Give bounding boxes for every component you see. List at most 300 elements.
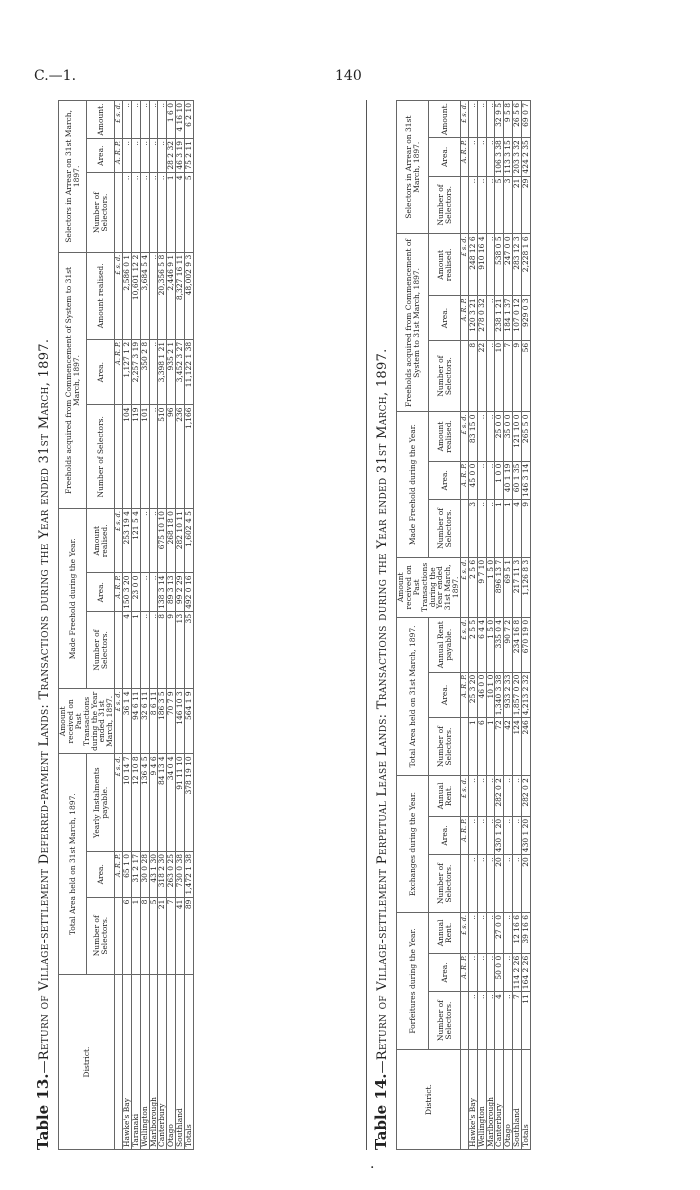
value-cell: 378 19 10 [185, 754, 194, 852]
value-cell: 9 5 8 [504, 101, 513, 138]
value-cell: .. [122, 139, 131, 173]
value-cell: 120 3 21 [468, 296, 477, 341]
value-cell: 12 10 8 [131, 754, 140, 852]
value-cell: 248 12 6 [468, 234, 477, 296]
value-cell: .. [131, 101, 140, 139]
value-cell: 1 [131, 611, 140, 688]
value-cell: 43 1 30 [149, 851, 158, 897]
page-number: 140 [335, 68, 362, 84]
value-cell: .. [140, 509, 149, 573]
value-cell: 4 [495, 992, 504, 1050]
value-cell: .. [486, 500, 495, 558]
table-13 [58, 100, 194, 1150]
value-cell [461, 855, 469, 913]
value-cell: £ s. d. [461, 101, 469, 138]
value-cell: .. [131, 139, 140, 173]
value-cell: 929 0 3 [522, 296, 531, 341]
value-cell: .. [149, 101, 158, 139]
district-cell: Hawke's Bay [468, 1050, 477, 1150]
value-cell: A. R. P. [115, 339, 123, 405]
value-cell: 1 [504, 500, 513, 558]
value-cell: 1 [167, 173, 176, 252]
value-cell: 282 10 11 [176, 509, 185, 573]
value-cell: A. R. P. [461, 672, 469, 718]
value-cell: 150 3 20 [122, 573, 131, 611]
value-cell: 124 [513, 718, 522, 776]
value-cell: £ s. d. [461, 776, 469, 817]
table-13-block [34, 100, 359, 1150]
value-cell: .. [140, 573, 149, 611]
col-made-freehold: Made Freehold during the Year. [397, 412, 429, 557]
value-cell: .. [122, 173, 131, 252]
value-cell: 114 2 26 [513, 953, 522, 991]
value-cell: .. [468, 101, 477, 138]
value-cell: .. [122, 101, 131, 139]
value-cell: 8 [158, 611, 167, 688]
value-cell: 25 0 0 [495, 412, 504, 461]
column-divider [366, 100, 367, 1150]
subcol-area: Area. [87, 573, 115, 611]
value-cell: 35 [185, 611, 194, 688]
value-cell: .. [158, 139, 167, 173]
district-cell: Otago [167, 975, 176, 1150]
subcol-yearly-instalments: Yearly Instalments payable. [87, 754, 115, 852]
subcol-area: Area. [429, 461, 461, 499]
value-cell: 7 [504, 340, 513, 412]
subcol-annual-rent: Annual Rent. [429, 913, 461, 954]
col-freeholds-acquired: Freeholds acquired from Commencement of System to 31st March, 1897. [397, 234, 429, 412]
value-cell: 5 [495, 176, 504, 234]
value-cell: 72 [495, 718, 504, 776]
value-cell [461, 500, 469, 558]
subcol-area: Area. [429, 816, 461, 854]
value-cell: A. R. P. [115, 573, 123, 611]
value-cell: 29 [522, 176, 531, 234]
value-cell: .. [477, 855, 486, 913]
value-cell: 12 16 6 [513, 913, 522, 954]
value-cell: £ s. d. [461, 617, 469, 672]
value-cell: 10 [495, 340, 504, 412]
value-cell: 510 [158, 405, 167, 509]
value-cell: 50 0 0 [495, 953, 504, 991]
value-cell: 4 [122, 611, 131, 688]
value-cell: .. [504, 776, 513, 817]
value-cell: 263 0 25 [167, 851, 176, 897]
value-cell: 6 [122, 897, 131, 974]
value-cell: 136 4 5 [140, 754, 149, 852]
value-cell: 46 3 19 [176, 139, 185, 173]
value-cell: £ s. d. [461, 234, 469, 296]
value-cell: £ s. d. [115, 252, 123, 339]
value-cell: 8 [140, 897, 149, 974]
value-cell: 424 2 35 [522, 138, 531, 176]
value-cell: 335 0 4 [495, 617, 504, 672]
value-cell [115, 611, 123, 688]
value-cell: 8,327 16 11 [176, 252, 185, 339]
value-cell: .. [486, 913, 495, 954]
value-cell: .. [149, 611, 158, 688]
value-cell: 5 [149, 897, 158, 974]
subcol-number: Number of Selectors. [87, 897, 115, 974]
value-cell: A. R. P. [461, 953, 469, 991]
value-cell: 138 3 14 [158, 573, 167, 611]
value-cell: .. [158, 101, 167, 139]
table-row [477, 101, 486, 1150]
value-cell: £ s. d. [115, 689, 123, 754]
table-14-block [372, 100, 697, 1150]
value-cell: 1 0 0 [495, 461, 504, 499]
value-cell: .. [149, 339, 158, 405]
value-cell: 96 [167, 405, 176, 509]
col-amount-received: Amount received on Past Transactions during the Year ended 31st March, 1897. [397, 557, 461, 617]
value-cell: 910 16 4 [477, 234, 486, 296]
value-cell: 113 3 15 [504, 138, 513, 176]
value-cell: 2,257 3 19 [131, 339, 140, 405]
value-cell [461, 718, 469, 776]
subcol-area: Area. [87, 139, 115, 173]
value-cell: 1,857 0 20 [513, 672, 522, 718]
value-cell: 89 [185, 897, 194, 974]
value-cell: 217 11 3 [513, 557, 522, 617]
value-cell: 26 5 6 [513, 101, 522, 138]
district-cell: Marlborough [486, 1050, 495, 1150]
value-cell: 45 0 0 [468, 461, 477, 499]
col-exchanges: Exchanges during the Year. [397, 776, 429, 913]
col-forfeitures: Forfeitures during the Year. [397, 913, 429, 1050]
value-cell [461, 340, 469, 412]
value-cell: 20 [495, 855, 504, 913]
value-cell: 39 16 6 [522, 913, 531, 954]
value-cell: 10 1 0 [486, 672, 495, 718]
value-cell: 2 5 5 [468, 617, 477, 672]
value-cell: 34 0 4 [167, 754, 176, 852]
value-cell: 21 [513, 176, 522, 234]
value-cell: 203 3 32 [513, 138, 522, 176]
value-cell: £ s. d. [461, 557, 469, 617]
col-district: District. [59, 975, 115, 1150]
value-cell: 1,126 8 3 [522, 557, 531, 617]
value-cell: 283 12 3 [513, 234, 522, 296]
value-cell: 106 3 38 [495, 138, 504, 176]
value-cell: 8 6 11 [149, 689, 158, 754]
value-cell [461, 176, 469, 234]
value-cell: 3 [504, 176, 513, 234]
value-cell: .. [513, 855, 522, 913]
value-cell [115, 897, 123, 974]
value-cell: 350 2 8 [140, 339, 149, 405]
district-cell: Canterbury [495, 1050, 504, 1150]
value-cell: .. [504, 816, 513, 854]
value-cell: 234 16 8 [513, 617, 522, 672]
value-cell: .. [149, 139, 158, 173]
subcol-number: Number of Selectors. [429, 855, 461, 913]
value-cell: 430 1 20 [495, 816, 504, 854]
subcol-amount: Amount. [429, 101, 461, 138]
value-cell: .. [468, 176, 477, 234]
col-amount-received: Amount received on Past Transactions during the Year ended 31st March, 1897. [59, 689, 115, 754]
value-cell: 48,002 9 3 [185, 252, 194, 339]
value-cell: 282 0 2 [495, 776, 504, 817]
value-cell: 3 [468, 500, 477, 558]
subcol-number: Number of Selectors. [429, 992, 461, 1050]
value-cell: 1 [131, 897, 140, 974]
value-cell: 83 15 0 [468, 412, 477, 461]
subcol-number: Number of Selectors. [429, 718, 461, 776]
subcol-number: Number of Selectors. [87, 611, 115, 688]
value-cell: A. R. P. [461, 816, 469, 854]
col-total-area: Total Area held on 31st March, 1897. [397, 617, 429, 775]
col-arrear: Selectors in Arrear on 31st March, 1897. [397, 101, 429, 234]
value-cell: 1 [486, 718, 495, 776]
value-cell: 146 10 3 [176, 689, 185, 754]
value-cell: 36 1 4 [122, 689, 131, 754]
value-cell: £ s. d. [115, 754, 123, 852]
value-cell: .. [504, 855, 513, 913]
col-arrear: Selectors in Arrear on 31st March, 1897. [59, 101, 87, 253]
value-cell: 30 0 28 [140, 851, 149, 897]
value-cell: 8 [468, 340, 477, 412]
value-cell: 184 1 37 [504, 296, 513, 341]
value-cell: 104 [122, 405, 131, 509]
value-cell: 2 5 6 [468, 557, 477, 617]
value-cell: .. [468, 855, 477, 913]
value-cell: 90 7 2 [504, 617, 513, 672]
table-row [140, 101, 149, 1150]
subcol-number: Number of Selectors. [87, 405, 115, 509]
value-cell: 238 1 21 [495, 296, 504, 341]
value-cell: .. [513, 776, 522, 817]
value-cell: 896 13 7 [495, 557, 504, 617]
value-cell: 247 0 0 [504, 234, 513, 296]
district-cell: Canterbury [158, 975, 167, 1150]
value-cell: .. [504, 953, 513, 991]
value-cell: 101 [140, 405, 149, 509]
value-cell: 2,228 1 6 [522, 234, 531, 296]
value-cell: 2,586 0 1 [122, 252, 131, 339]
value-cell: .. [486, 340, 495, 412]
value-cell: 20,356 5 8 [158, 252, 167, 339]
value-cell: 60 1 35 [513, 461, 522, 499]
value-cell: 31 2 17 [131, 851, 140, 897]
value-cell: 6 4 4 [477, 617, 486, 672]
value-cell: 70 7 9 [167, 689, 176, 754]
col-total-area: Total Area held on 31st March, 1897. [59, 754, 87, 975]
value-cell: 4 [176, 173, 185, 252]
subcol-annual-rent: Annual Rent. [429, 776, 461, 817]
value-cell: 9 [513, 340, 522, 412]
value-cell: 69 5 1 [504, 557, 513, 617]
district-cell: Hawke's Bay [122, 975, 131, 1150]
value-cell: .. [477, 913, 486, 954]
value-cell: .. [140, 173, 149, 252]
value-cell: .. [504, 992, 513, 1050]
value-cell: 4 [513, 500, 522, 558]
table-14 [396, 100, 531, 1150]
value-cell: 3,398 1 21 [158, 339, 167, 405]
value-cell: 318 2 30 [158, 851, 167, 897]
district-cell: Otago [504, 1050, 513, 1150]
value-cell: 99 2 29 [176, 573, 185, 611]
value-cell: 27 0 0 [495, 913, 504, 954]
value-cell: .. [477, 412, 486, 461]
value-cell: 9 4 6 [149, 754, 158, 852]
value-cell: 11,122 1 38 [185, 339, 194, 405]
value-cell: 1 [495, 500, 504, 558]
value-cell: 4 16 10 [176, 101, 185, 139]
value-cell: .. [149, 252, 158, 339]
value-cell: 107 0 12 [513, 296, 522, 341]
value-cell: 3,684 5 4 [140, 252, 149, 339]
value-cell: 675 10 10 [158, 509, 167, 573]
value-cell: 730 0 38 [176, 851, 185, 897]
district-cell: Southland [176, 975, 185, 1150]
subcol-annual-rent-payable: Annual Rent payable. [429, 617, 461, 672]
value-cell: 1,127 1 2 [122, 339, 131, 405]
subcol-area: Area. [429, 296, 461, 341]
value-cell: .. [486, 953, 495, 991]
value-cell: 75 2 11 [185, 139, 194, 173]
print-mark: · [370, 1160, 375, 1176]
value-cell: .. [486, 855, 495, 913]
value-cell: 91 11 10 [176, 754, 185, 852]
subcol-number: Number of Selectors. [429, 340, 461, 412]
value-cell: A. R. P. [461, 296, 469, 341]
table-14-title: Table 14.—Return of Village-settlement Perpetual Lease Lands: Transactions during the Year ended 31st March, 1897. [372, 348, 390, 1150]
value-cell: 1,340 3 38 [495, 672, 504, 718]
value-cell: .. [486, 138, 495, 176]
district-cell: Taranaki [131, 975, 140, 1150]
value-cell: .. [477, 138, 486, 176]
col-made-freehold: Made Freehold during the Year. [59, 509, 87, 689]
value-cell: 4,213 2 32 [522, 672, 531, 718]
value-cell: 1 5 0 [486, 557, 495, 617]
value-cell: 538 0 5 [495, 234, 504, 296]
subcol-number: Number of Selectors. [429, 176, 461, 234]
value-cell: .. [477, 461, 486, 499]
value-cell: 65 1 0 [122, 851, 131, 897]
value-cell: .. [477, 776, 486, 817]
subcol-area: Area. [87, 339, 115, 405]
value-cell: .. [486, 101, 495, 138]
value-cell: 146 3 14 [522, 461, 531, 499]
value-cell: 9 7 10 [477, 557, 486, 617]
value-cell: .. [149, 509, 158, 573]
page-ref: C.—1. [34, 68, 77, 84]
value-cell: .. [477, 176, 486, 234]
value-cell: 9 [522, 500, 531, 558]
value-cell: 1 6 0 [167, 101, 176, 139]
value-cell: 22 [477, 340, 486, 412]
table-row [122, 101, 131, 1150]
value-cell: .. [468, 776, 477, 817]
value-cell: .. [486, 776, 495, 817]
value-cell: .. [477, 953, 486, 991]
value-cell: .. [149, 173, 158, 252]
value-cell: 282 0 2 [522, 776, 531, 817]
value-cell: 21 [158, 897, 167, 974]
table-14-body [461, 101, 531, 1150]
subcol-amount: Amount. [87, 101, 115, 139]
value-cell: 6 2 10 [185, 101, 194, 139]
value-cell: 20 [522, 855, 531, 913]
value-cell: 11 [522, 992, 531, 1050]
district-cell: Totals [522, 1050, 531, 1150]
value-cell: .. [468, 992, 477, 1050]
value-cell: 40 1 19 [504, 461, 513, 499]
value-cell: .. [486, 296, 495, 341]
value-cell: £ s. d. [461, 913, 469, 954]
value-cell: 278 0 32 [477, 296, 486, 341]
table-row [131, 101, 140, 1150]
value-cell: .. [513, 816, 522, 854]
value-cell: .. [468, 913, 477, 954]
value-cell: .. [486, 461, 495, 499]
value-cell: 10,601 12 2 [131, 252, 140, 339]
value-cell: 69 0 7 [522, 101, 531, 138]
value-cell: 121 5 4 [131, 509, 140, 573]
value-cell: A. R. P. [115, 851, 123, 897]
value-cell: .. [131, 173, 140, 252]
value-cell: 1 5 0 [486, 617, 495, 672]
subcol-amount-realised: Amount realised. [429, 412, 461, 461]
value-cell: 1,602 4 5 [185, 509, 194, 573]
value-cell: .. [140, 139, 149, 173]
value-cell: .. [140, 101, 149, 139]
value-cell: £ s. d. [115, 509, 123, 573]
value-cell: 5 [185, 173, 194, 252]
value-cell: 7 [167, 897, 176, 974]
value-cell: .. [486, 234, 495, 296]
value-cell: £ s. d. [461, 412, 469, 461]
subcol-area: Area. [87, 851, 115, 897]
district-cell: Wellington [477, 1050, 486, 1150]
col-district: District. [397, 1050, 461, 1150]
value-cell: 6 [477, 718, 486, 776]
value-cell: .. [486, 816, 495, 854]
value-cell: £ s. d. [115, 101, 123, 139]
value-cell [461, 992, 469, 1050]
table-row [468, 101, 477, 1150]
value-cell: A. R. P. [115, 139, 123, 173]
district-cell: Totals [185, 975, 194, 1150]
value-cell: 35 0 0 [504, 412, 513, 461]
value-cell [115, 173, 123, 252]
value-cell: .. [149, 405, 158, 509]
value-cell: 46 0 0 [477, 672, 486, 718]
value-cell: 7 [513, 992, 522, 1050]
value-cell: 23 0 0 [131, 573, 140, 611]
value-cell: .. [504, 913, 513, 954]
value-cell: 13 [176, 611, 185, 688]
value-cell: 89 3 13 [167, 573, 176, 611]
value-cell: 2,446 9 1 [167, 252, 176, 339]
totals-row [522, 101, 531, 1150]
table-13-title: Table 13.—Return of Village-settlement Deferred-payment Lands: Transactions during the Year ended 31st March, 1897. [34, 338, 52, 1150]
value-cell: 25 3 20 [468, 672, 477, 718]
value-cell: 28 2 32 [167, 139, 176, 173]
value-cell: 42 [504, 718, 513, 776]
subcol-area: Area. [429, 672, 461, 718]
value-cell: .. [477, 816, 486, 854]
value-cell: .. [477, 101, 486, 138]
value-cell: 492 0 16 [185, 573, 194, 611]
value-cell: 430 1 20 [522, 816, 531, 854]
value-cell: .. [486, 412, 495, 461]
value-cell: 1,472 1 38 [185, 851, 194, 897]
value-cell: A. R. P. [461, 138, 469, 176]
value-cell: 935 2 1 [167, 339, 176, 405]
table-13-body [115, 101, 194, 1150]
